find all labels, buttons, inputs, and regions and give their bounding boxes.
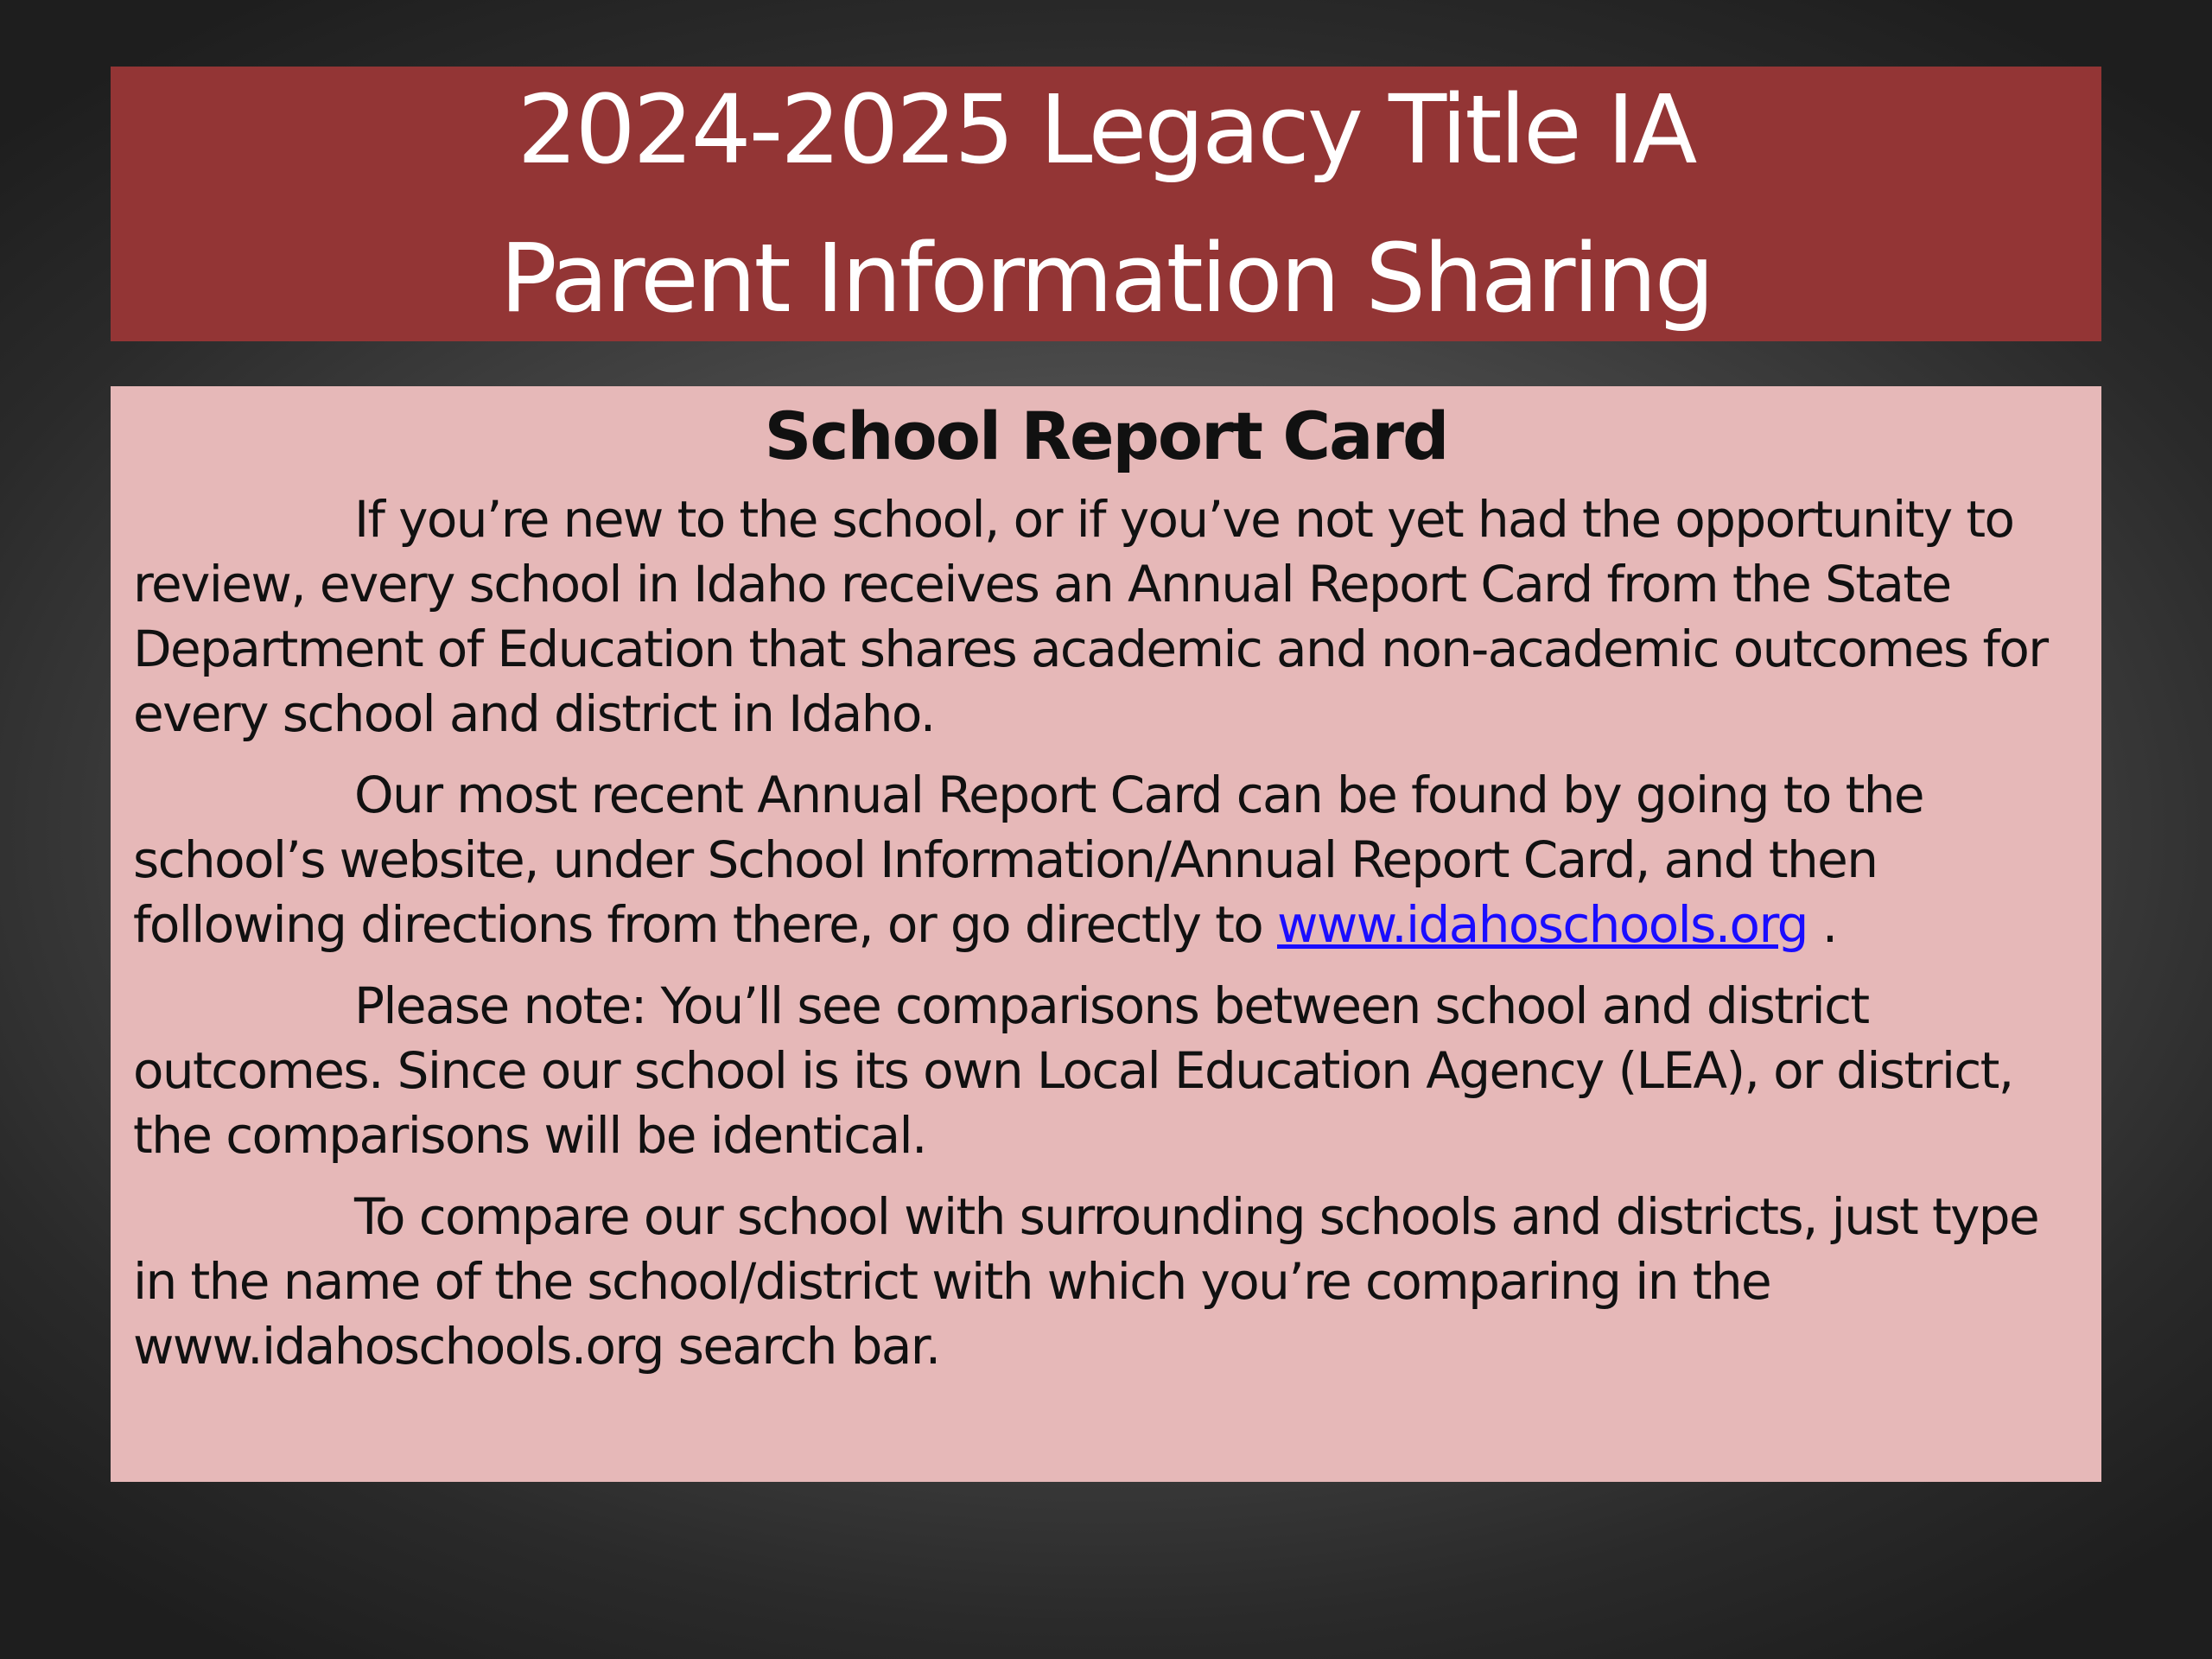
- paragraph-compare-text: To compare our school with surrounding schools and districts, just type in the name of the school/district with which you’re comparing in the www.idahoschools.org search bar.: [133, 1187, 2039, 1376]
- paragraph-find-report: [133, 763, 2079, 957]
- section-heading: School Report Card: [764, 397, 1448, 474]
- paragraph-compare: [133, 1185, 2079, 1379]
- slide-title-line-1: 2024-2025 Legacy Title IA: [517, 74, 1695, 185]
- idahoschools-link[interactable]: www.idahoschools.org: [1277, 895, 1808, 954]
- slide-title-line-2: Parent Information Sharing: [499, 223, 1713, 334]
- paragraph-find-report-text: Our most recent Annual Report Card can be found by going to the school’s website, under School Information/Annual Report Card, and then following directions from there, or go directly to: [133, 766, 1924, 954]
- paragraph-intro: [133, 487, 2079, 747]
- paragraph-note: [133, 974, 2079, 1168]
- title-banner: [111, 67, 2101, 341]
- paragraph-find-report-end: .: [1807, 895, 1837, 954]
- content-panel: [111, 386, 2101, 1482]
- paragraph-intro-text: If you’re new to the school, or if you’ve not yet had the opportunity to review, every school in Idaho receives an Annual Report Card from the State Department of Education that shares academic and non-academic outcomes for every school and district in Idaho.: [133, 490, 2048, 743]
- paragraph-note-text: Please note: You’ll see comparisons between school and district outcomes. Since our school is its own Local Education Agency (LEA), or district, the comparisons will be identical.: [133, 976, 2013, 1165]
